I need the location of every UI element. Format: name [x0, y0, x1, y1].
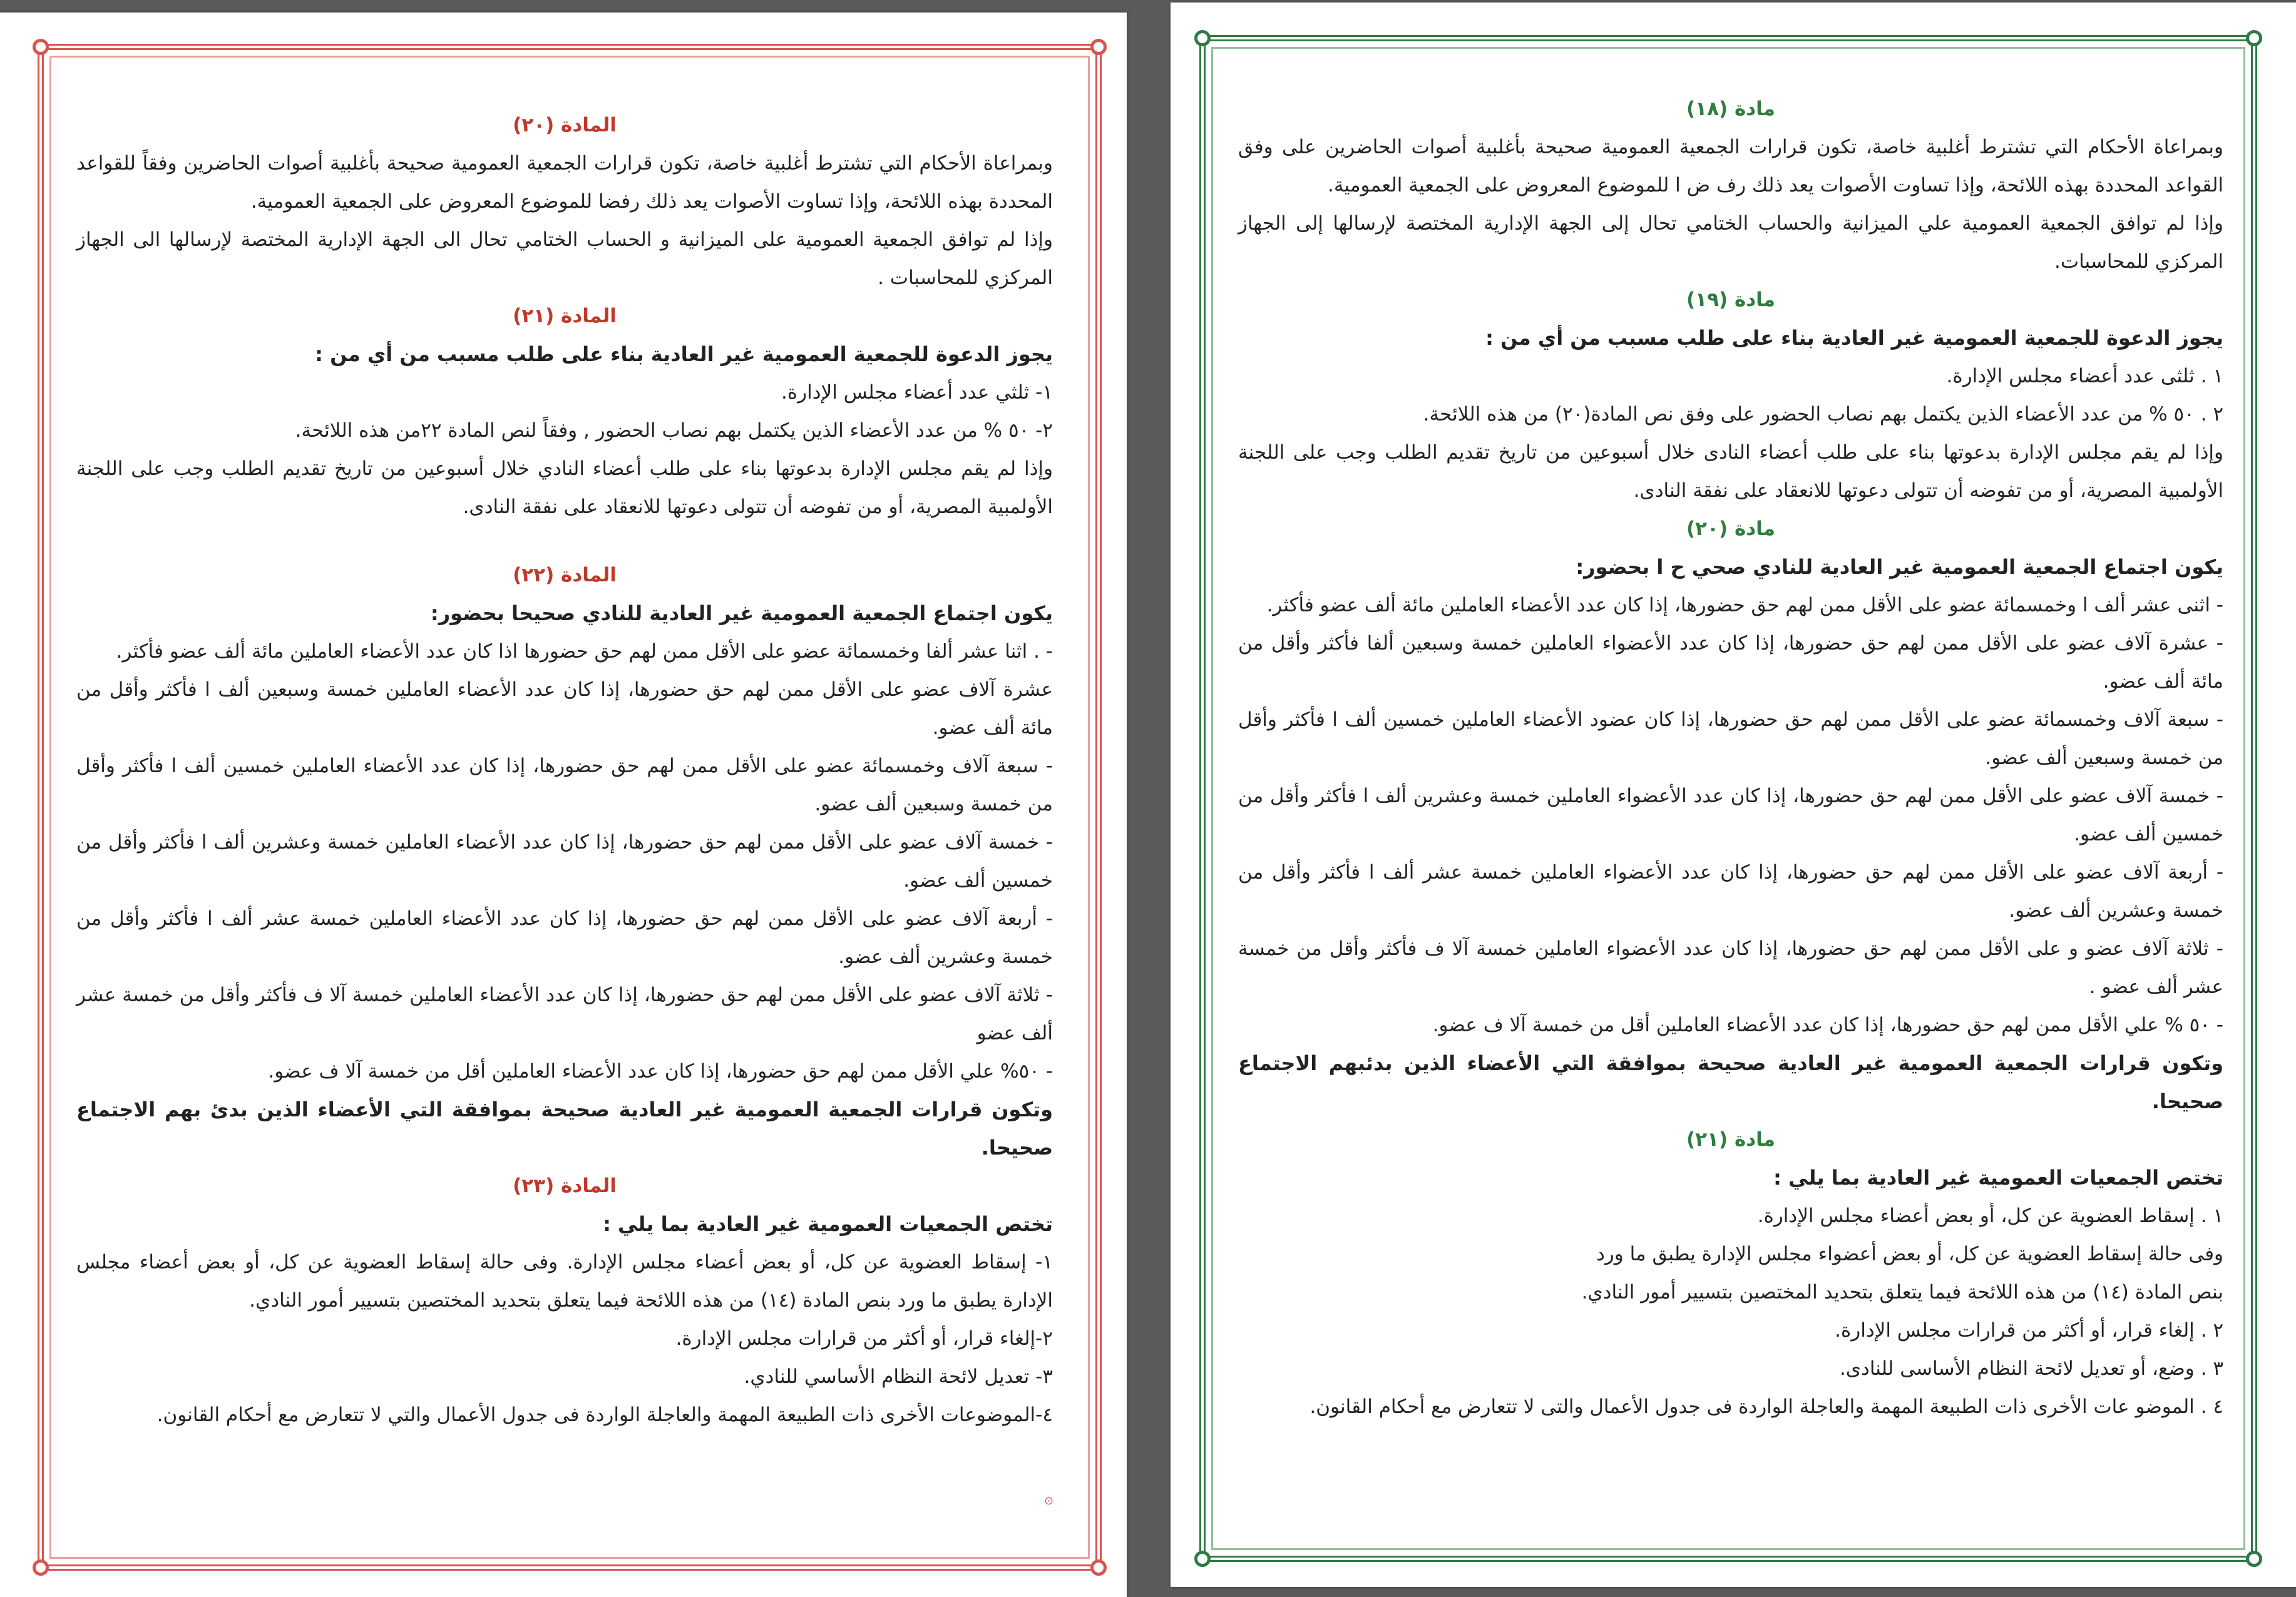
article-22-lead: يكون اجتماع الجمعية العمومية غير العادية للنادي صحيحا بحضور:	[430, 601, 1053, 625]
article-20-item-3: - سبعة آلاف وخمسمائة عضو على الأقل ممن لهم حق حضورها، إذا كان عضود الأعضاء العاملين خمسين ألف ا فأكثر وأقل من خمسة وسبعين ألف عضو.	[1238, 708, 2223, 769]
article-20-item-1: - اثنى عشر ألف ا وخمسمائة عضو على الأقل ممن لهم حق حضورها، إذا كان عدد الأعضاء العاملين مائة ألف عضو فأكثر.	[1266, 594, 2223, 616]
article-20-item-7: - ٥٠ % علي الأقل ممن لهم حق حضورها، إذا كان عدد الأعضاء العاملين أقل من خمسة آلا ف عضو.	[1432, 1014, 2223, 1036]
article-21-title: المادة (٢١)	[513, 305, 617, 327]
article-21-item-2: ٢- ٥٠ % من عدد الأعضاء الذين يكتمل بهم نصاب الحضور , وفقاً لنص المادة ٢٢من هذه اللائحة.	[295, 419, 1053, 442]
article-18-paragraph-2: وإذا لم توافق الجمعية العمومية علي الميزانية والحساب الختامي تحال إلى الجهة الإدارية المختصة لإرسالها إلى الجهاز المركزي للمحاسبات.	[1238, 212, 2223, 273]
corner-ornament	[1194, 30, 1211, 46]
article-20-title: المادة (٢٠)	[513, 114, 617, 136]
article-22-item-2: عشرة آلاف عضو على الأقل ممن لهم حق حضورها، إذا كان عدد الأعضاء العاملين خمسة وسبعين ألف ا فأكثر وأقل من مائة ألف عضو.	[76, 678, 1053, 739]
right-page	[1171, 3, 2296, 1587]
article-23-title: المادة (٢٣)	[513, 1175, 617, 1197]
corner-ornament	[2246, 30, 2262, 46]
article-22-item-6: - ثلاثة آلاف عضو على الأقل ممن لهم حق حضورها، إذا كان عدد الأعضاء العاملين خمسة آلا ف فأكثر وأقل من خمسة عشر ألف عضو	[76, 984, 1053, 1044]
article-19-item-1: ١ . ثلثى عدد أعضاء مجلس الإدارة.	[1946, 365, 2223, 387]
article-20-item-5: - أربعة آلاف عضو على الأقل ممن لهم حق حضورها، إذا كان عدد الأعضواء العاملين خمسة عشر ألف ا فأكثر وأقل من خمسة وعشرين ألف عضو.	[1238, 861, 2223, 922]
article-21-title: مادة (٢١)	[1686, 1128, 1776, 1151]
article-21-item-2: ٢ . إلغاء قرار، أو أكثر من قرارات مجلس الإدارة.	[1835, 1319, 2223, 1342]
article-21-paragraph: وإذا لم يقم مجلس الإدارة بدعوتها بناء على طلب أعضاء النادي خلال أسبوعين من تاريخ تقديم الطلب وجب على اللجنة الأولمبية المصرية، أو من تفوضه أن تتولى دعوتها للانعقاد على نفقة النادى.	[76, 457, 1053, 518]
article-22-item-1: - . اثنا عشر ألفا وخمسمائة عضو على الأقل ممن لهم حق حضورها اذا كان عدد الأعضاء العاملين مائة ألف عضو فأكثر.	[116, 640, 1053, 663]
article-21-lead: يجوز الدعوة للجمعية العمومية غير العادية بناء على طلب مسبب من أي من :	[315, 342, 1053, 366]
article-21-lead: تختص الجمعيات العمومية غير العادية بما يلي :	[1773, 1166, 2223, 1190]
article-21-item-4: ٤ . الموضو عات الأخرى ذات الطبيعة المهمة والعاجلة الواردة فى جدول الأعمال والتى لا تتعارض مع أحكام القانون.	[1309, 1395, 2223, 1418]
article-22-item-5: - أربعة آلاف عضو على الأقل ممن لهم حق حضورها، إذا كان عدد الأعضاء العاملين خمسة عشر ألف ا فأكثر وأقل من خمسة وعشرين ألف عضو.	[76, 907, 1053, 968]
article-18-paragraph-1: وبمراعاة الأحكام التي تشترط أغلبية خاصة، تكون قرارات الجمعية العمومية صحيحة بأغلبية أصوات الحاضرين على وفق القواعد المحددة بهذه اللائحة، وإذا تساوت الأصوات يعد ذلك رف ض ا للموضوع المعروض على الجمعية العمومية.	[1238, 136, 2223, 196]
article-21-item-1: ١ . إسقاط العضوية عن كل، أو بعض أعضاء مجلس الإدارة.	[1757, 1205, 2223, 1227]
corner-ornament	[33, 1559, 49, 1576]
article-20-paragraph-1: وبمراعاة الأحكام التي تشترط أغلبية خاصة، تكون قرارات الجمعية العمومية صحيحة بأغلبية أصوات الحاضرين وفقاً للقواعد المحددة بهذه اللائحة، وإذا تساوت الأصوات يعد ذلك رفضا للموضوع المعروض على الجمعية العمومية.	[76, 152, 1053, 213]
article-23-lead: تختص الجمعيات العمومية غير العادية بما يلي :	[603, 1212, 1053, 1236]
corner-ornament	[2246, 1551, 2262, 1567]
corner-ornament	[33, 39, 49, 55]
article-20-closing: وتكون قرارات الجمعية العمومية غير العادية صحيحة بموافقة التي الأعضاء الذين بدئبهم الاجتماع صحيحا.	[1238, 1051, 2223, 1113]
left-page	[0, 13, 1127, 1597]
article-20-lead: يكون اجتماع الجمعية العمومية غير العادية للنادي صحي ح ا بحضور:	[1576, 555, 2223, 579]
article-23-item-4: ٤-الموضوعات الأخرى ذات الطبيعة المهمة والعاجلة الواردة فى جدول الأعمال والتي لا تتعارض مع أحكام القانون.	[156, 1404, 1053, 1426]
article-19-lead: يجوز الدعوة للجمعية العمومية غير العادية بناء على طلب مسبب من أي من :	[1485, 326, 2223, 350]
article-20-paragraph-2: وإذا لم توافق الجمعية العمومية على الميزانية و الحساب الختامي تحال الى الجهة الإدارية المختصة لإرسالها الى الجهاز المركزي للمحاسبات .	[76, 228, 1053, 289]
corner-ornament	[1090, 39, 1107, 55]
decorative-dot-icon: ⊙	[1044, 1494, 1054, 1508]
article-18-title: مادة (١٨)	[1686, 98, 1776, 120]
article-20-item-4: - خمسة آلاف عضو على الأقل ممن لهم حق حضورها، إذا كان عدد الأعضواء العاملين خمسة وعشرين ألف ا فأكثر وأقل من خمسين ألف عضو.	[1238, 785, 2223, 845]
article-22-closing: وتكون قرارات الجمعية العمومية غير العادية صحيحة بموافقة التي الأعضاء الذين بدئ بهم الاجتماع صحيحا.	[76, 1098, 1053, 1160]
corner-ornament	[1090, 1559, 1107, 1576]
article-21-item-1-continued: وفى حالة إسقاط العضوية عن كل، أو بعض أعضواء مجلس الإدارة يطبق ما ورد	[1596, 1243, 2223, 1265]
left-page-text	[76, 106, 1053, 1434]
corner-ornament	[1194, 1551, 1211, 1567]
article-20-item-6: - ثلاثة آلاف عضو و على الأقل ممن لهم حق حضورها، إذا كان عدد الأعضواء العاملين خمسة آلا ف فأكثر وأقل من خمسة عشر ألف عضو .	[1238, 937, 2223, 998]
article-19-item-2: ٢ . ٥٠ % من عدد الأعضاء الذين يكتمل بهم نصاب الحضور على وفق نص المادة(٢٠) من هذه اللائحة.	[1423, 403, 2223, 426]
article-21-item-3: ٣ . وضع، أو تعديل لائحة النظام الأساسى للنادى.	[1839, 1357, 2223, 1380]
article-20-title: مادة (٢٠)	[1686, 518, 1776, 540]
right-page-text	[1238, 90, 2223, 1426]
article-23-item-3: ٣- تعديل لائحة النظام الأساسي للنادي.	[744, 1365, 1053, 1388]
article-22-item-4: - خمسة آلاف عضو على الأقل ممن لهم حق حضورها، إذا كان عدد الأعضاء العاملين خمسة وعشرين ألف ا فأكثر وأقل من خمسين ألف عضو.	[76, 831, 1053, 892]
article-22-item-7: - ٥٠% علي الأقل ممن لهم حق حضورها، إذا كان عدد الأعضاء العاملين أقل من خمسة آلا ف عضو.	[268, 1060, 1053, 1083]
article-21-item-1: ١- ثلثي عدد أعضاء مجلس الإدارة.	[781, 381, 1053, 404]
article-21-item-1-continued-2: بنص المادة (١٤) من هذه اللائحة فيما يتعلق بتحديد المختصين بتسيير أمور النادي.	[1581, 1281, 2223, 1304]
article-20-item-2: - عشرة آلاف عضو على الأقل ممن لهم حق حضورها، إذا كان عدد الأعضواء العاملين خمسة وسبعين ألفا فأكثر وأقل من مائة ألف عضو.	[1238, 632, 2223, 693]
article-22-title: المادة (٢٢)	[513, 564, 617, 586]
article-22-item-3: - سبعة آلاف وخمسمائة عضو على الأقل ممن لهم حق حضورها، إذا كان عدد الأعضاء العاملين خمسين ألف ا فأكثر وأقل من خمسة وسبعين ألف عضو.	[76, 755, 1053, 815]
article-23-item-2: ٢-إلغاء قرار، أو أكثر من قرارات مجلس الإدارة.	[675, 1327, 1053, 1350]
article-23-item-1: ١- إسقاط العضوية عن كل، أو بعض أعضاء مجلس الإدارة. وفى حالة إسقاط العضوية عن كل، أو بعض أعضاء مجلس الإدارة يطبق ما ورد بنص المادة (١٤) من هذه اللائحة فيما يتعلق بتحديد المختصين بتسيير أمور النادي.	[76, 1251, 1053, 1312]
article-19-paragraph: وإذا لم يقم مجلس الإدارة بدعوتها بناء على طلب أعضاء النادى خلال أسبوعين من تاريخ تقديم الطلب وجب على اللجنة الأولمبية المصرية، أو من تفوضه أن تتولى دعوتها للانعقاد على نفقة النادى.	[1238, 441, 2223, 502]
article-19-title: مادة (١٩)	[1686, 288, 1776, 311]
